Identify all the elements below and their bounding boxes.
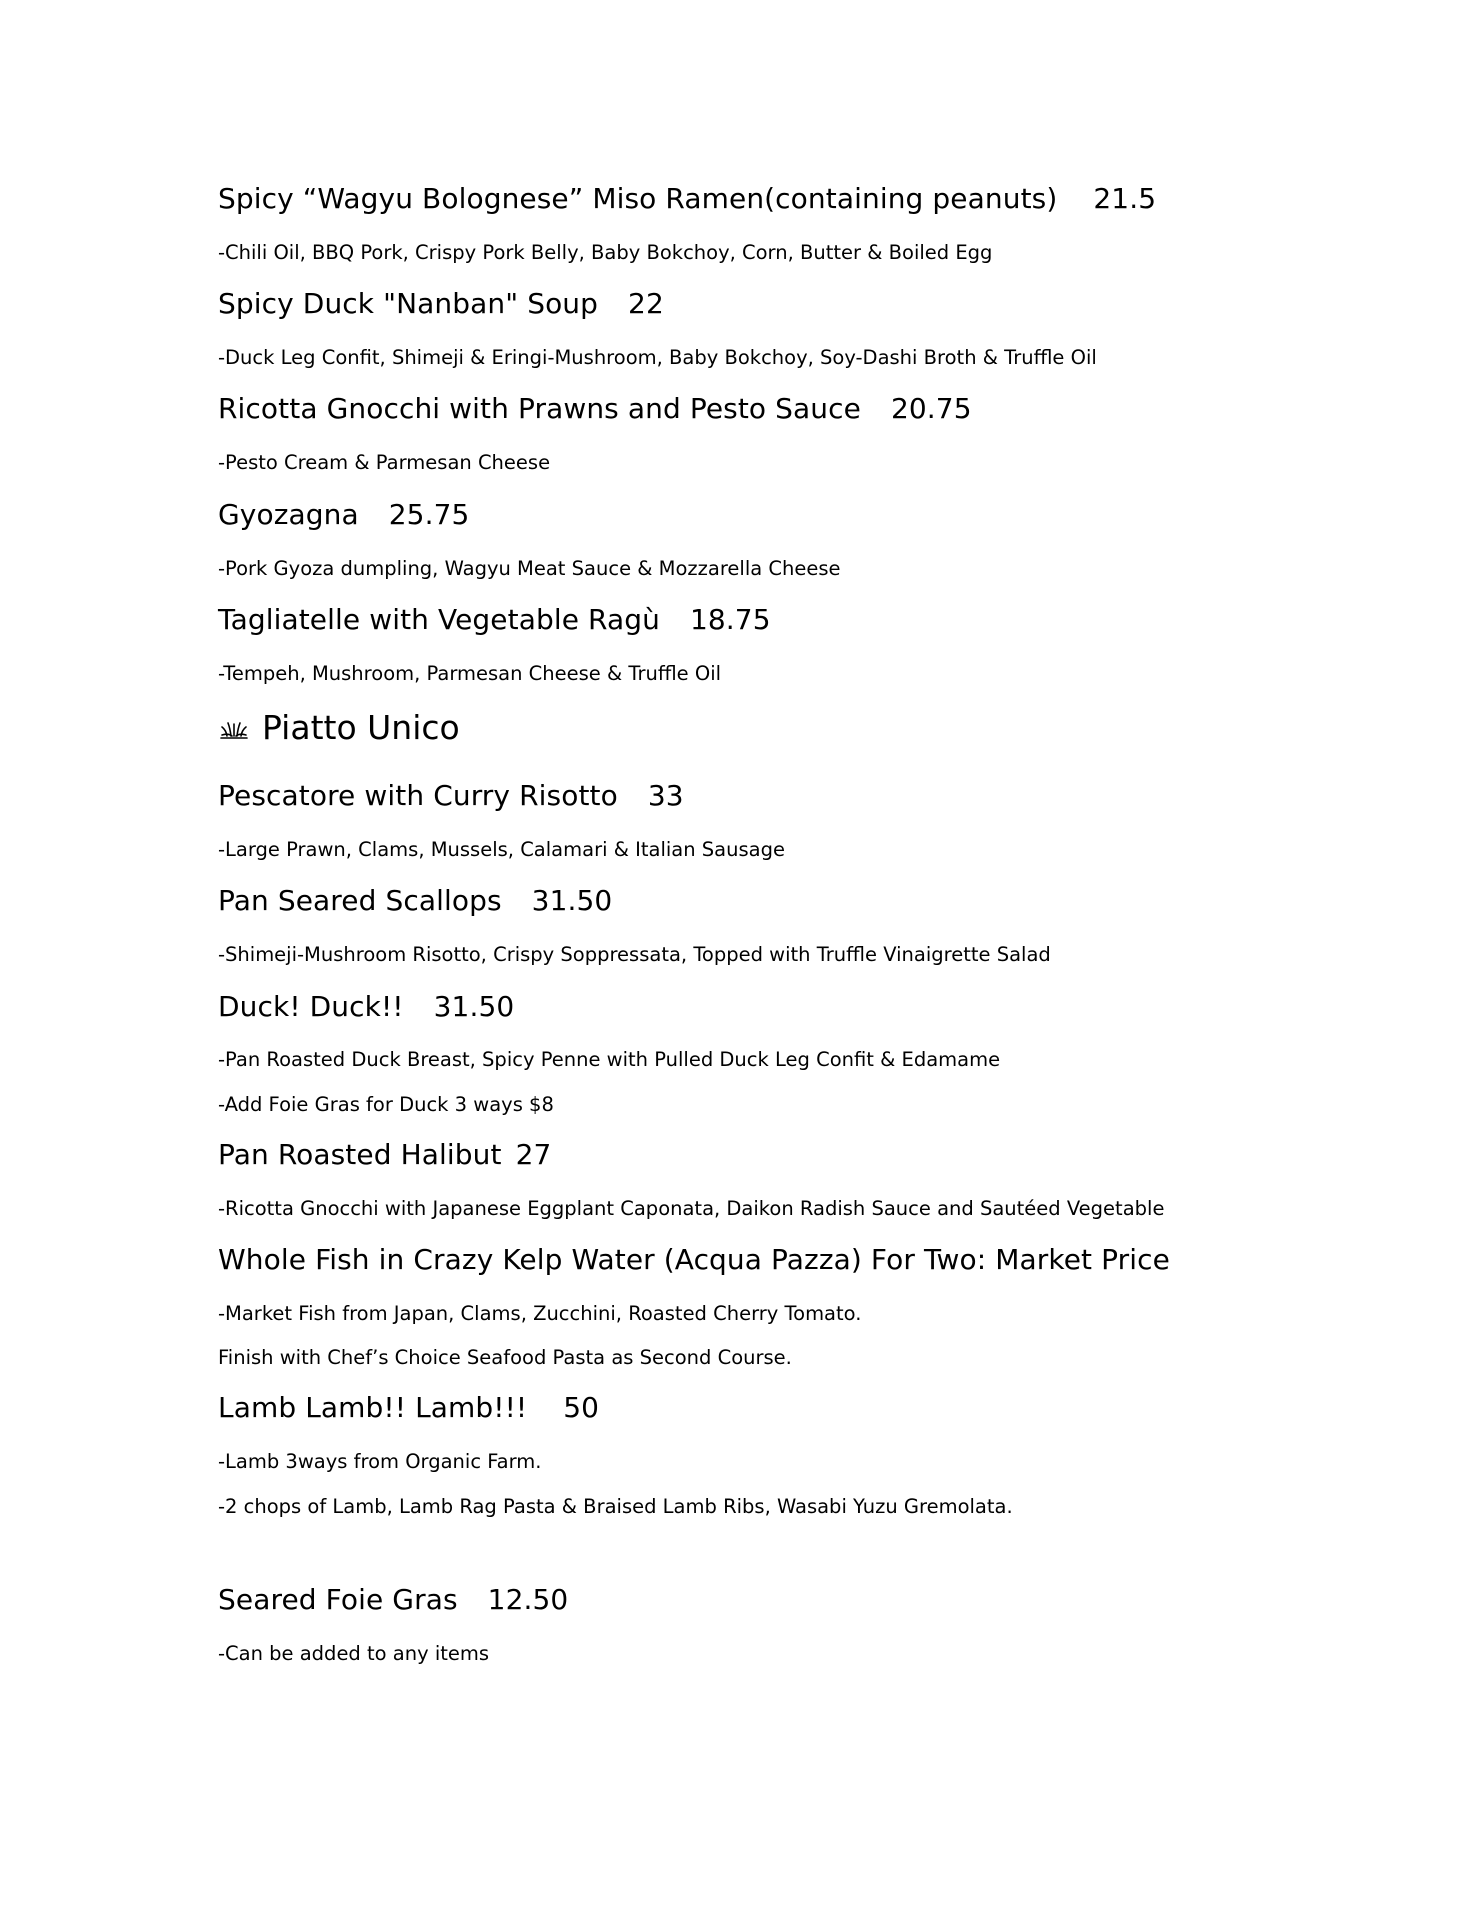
menu-item-description: -Pork Gyoza dumpling, Wagyu Meat Sauce & Mozzarella Cheese [218,557,841,580]
item-price: 31.50 [531,884,613,917]
item-name: Duck! Duck!! [218,990,404,1023]
menu-item-description: -Market Fish from Japan, Clams, Zucchini, Roasted Cherry Tomato. [218,1302,862,1325]
item-price: 33 [647,779,684,812]
menu-item-title [218,778,684,814]
menu-item-description: -Shimeji-Mushroom Risotto, Crispy Soppressata, Topped with Truffle Vinaigrette Salad [218,943,1051,966]
item-name: Lamb Lamb!! Lamb!!! [218,1391,528,1424]
menu-item-title [218,181,1156,217]
item-name: Ricotta Gnocchi with Prawns and Pesto Sauce [218,392,861,425]
menu-item-description: -Chili Oil, BBQ Pork, Crispy Pork Belly, Baby Bokchoy, Corn, Butter & Boiled Egg [218,241,993,264]
menu-item-description: -2 chops of Lamb, Lamb Rag Pasta & Braised Lamb Ribs, Wasabi Yuzu Gremolata. [218,1495,1013,1518]
item-name: Spicy Duck "Nanban" Soup [218,287,599,320]
item-name: Whole Fish in Crazy Kelp Water (Acqua Pazza) For Two: Market Price [218,1243,1170,1276]
menu-item-description: -Ricotta Gnocchi with Japanese Eggplant Caponata, Daikon Radish Sauce and Sautéed Vegetable [218,1197,1165,1220]
item-price: 21.5 [1093,182,1157,215]
lotus-icon [218,721,250,741]
menu-item-title [218,883,612,919]
item-price: 22 [628,287,664,320]
menu-item-description: -Tempeh, Mushroom, Parmesan Cheese & Truffle Oil [218,662,722,685]
menu-item-description: -Lamb 3ways from Organic Farm. [218,1450,542,1473]
menu-item-description: -Add Foie Gras for Duck 3 ways $8 [218,1093,554,1116]
menu-item-title [218,602,771,638]
item-price: 50 [563,1391,600,1424]
item-name: Tagliatelle with Vegetable Ragù [218,603,660,636]
item-price: 25.75 [388,498,470,531]
item-price: 12.50 [487,1583,569,1616]
item-price: 31.50 [433,990,515,1023]
section-heading [218,708,460,748]
item-name: Pescatore with Curry Risotto [218,779,618,812]
menu-item-title [218,391,972,427]
item-name: Spicy “Wagyu Bolognese” Miso Ramen(containing peanuts) [218,182,1058,215]
item-name: Seared Foie Gras [218,1583,458,1616]
item-name: Gyozagna [218,498,359,531]
menu-item-title [218,1390,599,1426]
menu-item-title [218,1137,551,1173]
menu-item-description: -Duck Leg Confit, Shimeji & Eringi-Mushroom, Baby Bokchoy, Soy-Dashi Broth & Truffle Oil [218,346,1097,369]
menu-item-description: -Large Prawn, Clams, Mussels, Calamari & Italian Sausage [218,838,785,861]
section-title: Piatto Unico [262,708,460,747]
menu-item-description: Finish with Chef’s Choice Seafood Pasta as Second Course. [218,1346,792,1369]
menu-item-description: -Pesto Cream & Parmesan Cheese [218,451,551,474]
menu-item-title [218,1242,1200,1278]
menu-item-description: -Pan Roasted Duck Breast, Spicy Penne with Pulled Duck Leg Confit & Edamame [218,1048,1001,1071]
item-price: 27 [515,1138,552,1171]
item-price: 18.75 [689,603,771,636]
menu-item-title [218,989,514,1025]
item-price: 20.75 [890,392,972,425]
item-name: Pan Seared Scallops [218,884,502,917]
item-name: Pan Roasted Halibut [218,1138,502,1171]
menu-item-title [218,286,664,322]
menu-item-title [218,1582,568,1618]
menu-item-description: -Can be added to any items [218,1642,490,1665]
menu-item-title [218,497,469,533]
